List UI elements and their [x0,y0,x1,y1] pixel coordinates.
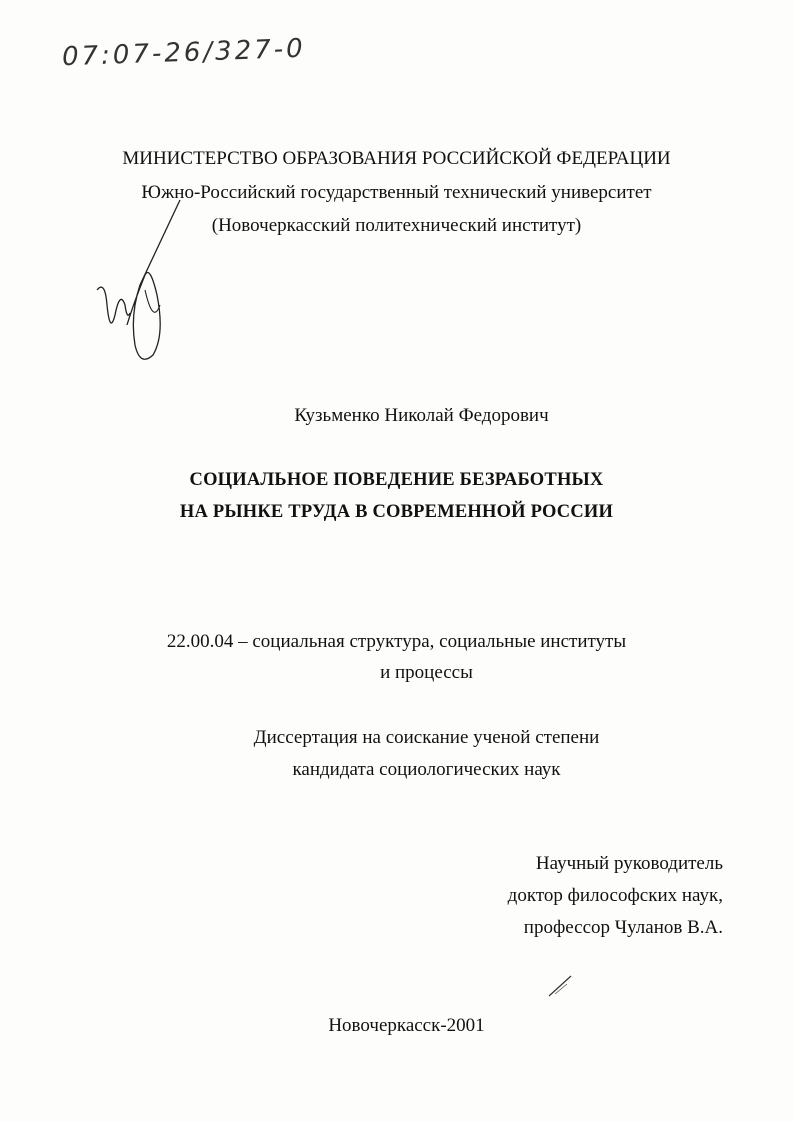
specialty-line-1: 22.00.04 – социальная структура, социальные институты [166,631,627,652]
ministry-heading: МИНИСТЕРСТВО ОБРАЗОВАНИЯ РОССИЙСКОЙ ФЕДЕРАЦИИ [122,148,671,169]
supervisor-role: Научный руководитель [535,853,723,874]
degree-line-1: Диссертация на соискание ученой степени [253,727,600,748]
title-line-2: НА РЫНКЕ ТРУДА В СОВРЕМЕННОЙ РОССИИ [179,502,614,522]
degree-line-2: кандидата социологических наук [292,759,561,780]
signature-tick [545,972,575,1002]
archive-number: 07:07-26/327-0 [61,33,307,73]
title-line-1: СОЦИАЛЬНОЕ ПОВЕДЕНИЕ БЕЗРАБОТНЫХ [189,470,604,490]
university-name: Южно-Российский государственный технический университет [141,182,652,203]
supervisor-degree: доктор философских наук, [507,885,723,906]
author-name: Кузьменко Николай Федорович [294,405,549,426]
supervisor-name: профессор Чуланов В.А. [523,917,723,938]
institute-name: (Новочеркасский политехнический институт) [211,215,582,236]
city-year: Новочеркасск-2001 [328,1015,485,1036]
specialty-line-2: и процессы [380,662,473,683]
